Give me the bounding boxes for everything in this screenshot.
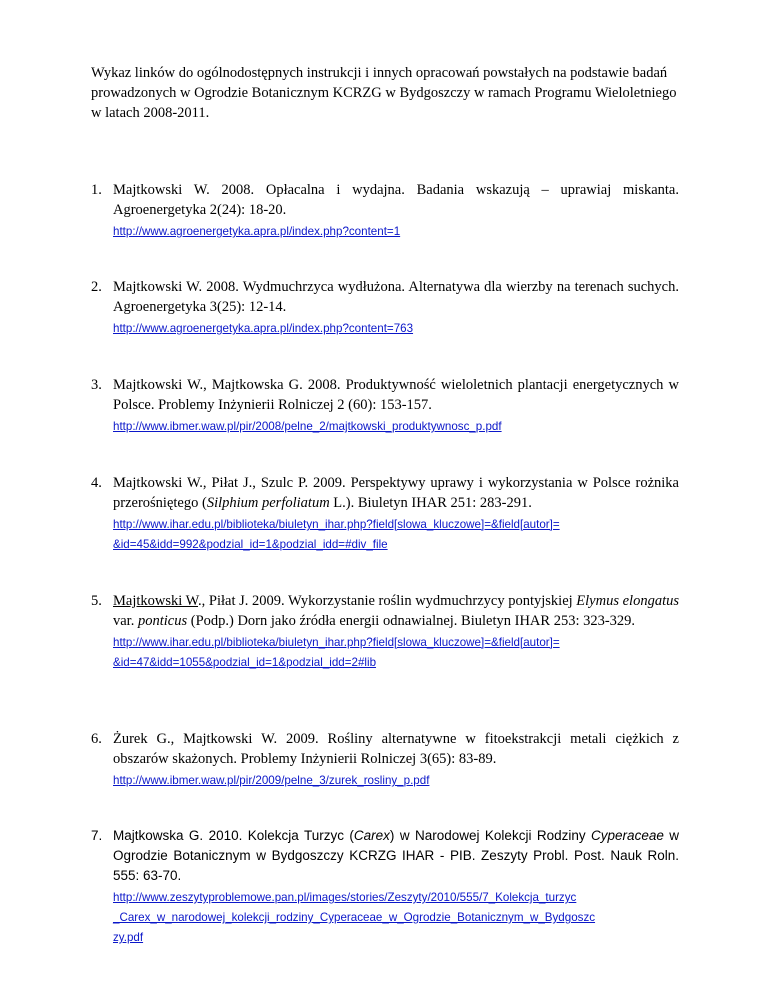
- citation-text: [113, 473, 679, 513]
- link-line: http://www.ihar.edu.pl/biblioteka/biuletyn_ihar.php?field[slowa_kluczowe]=&field[autor]=: [113, 518, 560, 531]
- reference-link[interactable]: http://www.agroenergetyka.apra.pl/index.php?content=763: [113, 322, 414, 335]
- list-item: [91, 729, 679, 791]
- item-number: 4.: [91, 475, 102, 491]
- item-number: 7.: [91, 828, 103, 843]
- citation-text: Majtkowski W. 2008. Wydmuchrzyca wydłużona. Alternatywa dla wierzby na terenach suchych. Agroenergetyka 3(25): 12-14.: [113, 279, 679, 315]
- genus-name: Carex: [353, 828, 390, 843]
- citation-text: Żurek G., Majtkowski W. 2009. Rośliny alternatywne w fitoekstrakcji metali ciężkich z obszarów skażonych. Problemy Inżynierii Rolniczej 3(65): 83-89.: [113, 731, 679, 767]
- citation-part: var.: [113, 613, 138, 629]
- author-underlined: Majtkowski W: [113, 593, 199, 609]
- list-item: [91, 473, 679, 555]
- citation-part: Majtkowska G. 2010. Kolekcja Turzyc (: [113, 828, 354, 843]
- reference-link[interactable]: http://www.ibmer.waw.pl/pir/2008/pelne_2/majtkowski_produktywnosc_p.pdf: [113, 420, 502, 433]
- variety-name: ponticus: [137, 613, 188, 629]
- reference-link[interactable]: http://www.agroenergetyka.apra.pl/index.php?content=1: [113, 225, 401, 238]
- link-line: _Carex_w_narodowej_kolekcji_rodziny_Cyperaceae_w_Ogrodzie_Botanicznym_w_Bydgoszc: [113, 911, 596, 924]
- intro-paragraph: Wykaz linków do ogólnodostępnych instrukcji i innych opracowań powstałych na podstawie badań prowadzonych w Ogrodzie Botanicznym KCRZG w Bydgoszczy w ramach Programu Wieloletniego w latach 2008-2011.: [91, 65, 677, 121]
- reference-link[interactable]: [113, 633, 679, 673]
- citation-text: [113, 591, 679, 631]
- link-line: &id=45&idd=992&podzial_id=1&podzial_idd=#div_file: [113, 538, 388, 551]
- species-name: Elymus elongatus: [576, 593, 679, 609]
- link-line: http://www.zeszytyproblemowe.pan.pl/images/stories/Zeszyty/2010/555/7_Kolekcja_turzyc: [113, 891, 577, 904]
- item-number: 2.: [91, 279, 102, 295]
- family-name: Cyperaceae: [591, 828, 664, 843]
- citation-text: Majtkowski W., Majtkowska G. 2008. Produktywność wieloletnich plantacji energetycznych w Polsce. Problemy Inżynierii Rolniczej 2 (60): 153-157.: [113, 377, 679, 413]
- item-number: 6.: [91, 731, 102, 747]
- link-line: http://www.ihar.edu.pl/biblioteka/biuletyn_ihar.php?field[slowa_kluczowe]=&field[autor]=: [113, 636, 560, 649]
- list-item: [91, 375, 679, 437]
- species-name: Silphium perfoliatum: [206, 495, 330, 511]
- citation-part: ., Piłat J. 2009. Wykorzystanie roślin wydmuchrzycy pontyjskiej: [198, 593, 577, 609]
- citation-part: ) w Narodowej Kolekcji Rodziny: [389, 828, 592, 843]
- citation-text: [113, 826, 679, 886]
- item-number: 3.: [91, 377, 102, 393]
- list-item: [91, 277, 679, 339]
- citation-part: L.). Biuletyn IHAR 251: 283-291.: [329, 495, 532, 511]
- citation-part: (Podp.) Dorn jako źródła energii odnawialnej. Biuletyn IHAR 253: 323-329.: [187, 613, 636, 629]
- link-line: zy.pdf: [113, 931, 144, 944]
- list-item: [91, 591, 679, 673]
- link-line: &id=47&idd=1055&podzial_id=1&podzial_idd=2#lib: [113, 656, 377, 669]
- reference-link[interactable]: http://www.ibmer.waw.pl/pir/2009/pelne_3/zurek_rosliny_p.pdf: [113, 774, 430, 787]
- reference-link[interactable]: [113, 888, 679, 948]
- citation-part: Majtkowski W., Piłat J., Szulc P. 2009. Perspektywy uprawy i wykorzystania w Polsce rożnika przerośniętego (: [113, 475, 679, 511]
- item-number: 1.: [91, 182, 102, 198]
- list-item: [91, 826, 679, 948]
- citation-text: Majtkowski W. 2008. Opłacalna i wydajna. Badania wskazują – uprawiaj miskanta. Agroenergetyka 2(24): 18-20.: [113, 182, 679, 218]
- citation-part: w Ogrodzie Botanicznym w Bydgoszczy KCRZG IHAR - PIB. Zeszyty Probl. Post. Nauk Roln. 555: 63-70.: [113, 828, 680, 883]
- item-number: 5.: [91, 593, 102, 609]
- reference-link[interactable]: [113, 515, 679, 555]
- list-item: [91, 180, 679, 242]
